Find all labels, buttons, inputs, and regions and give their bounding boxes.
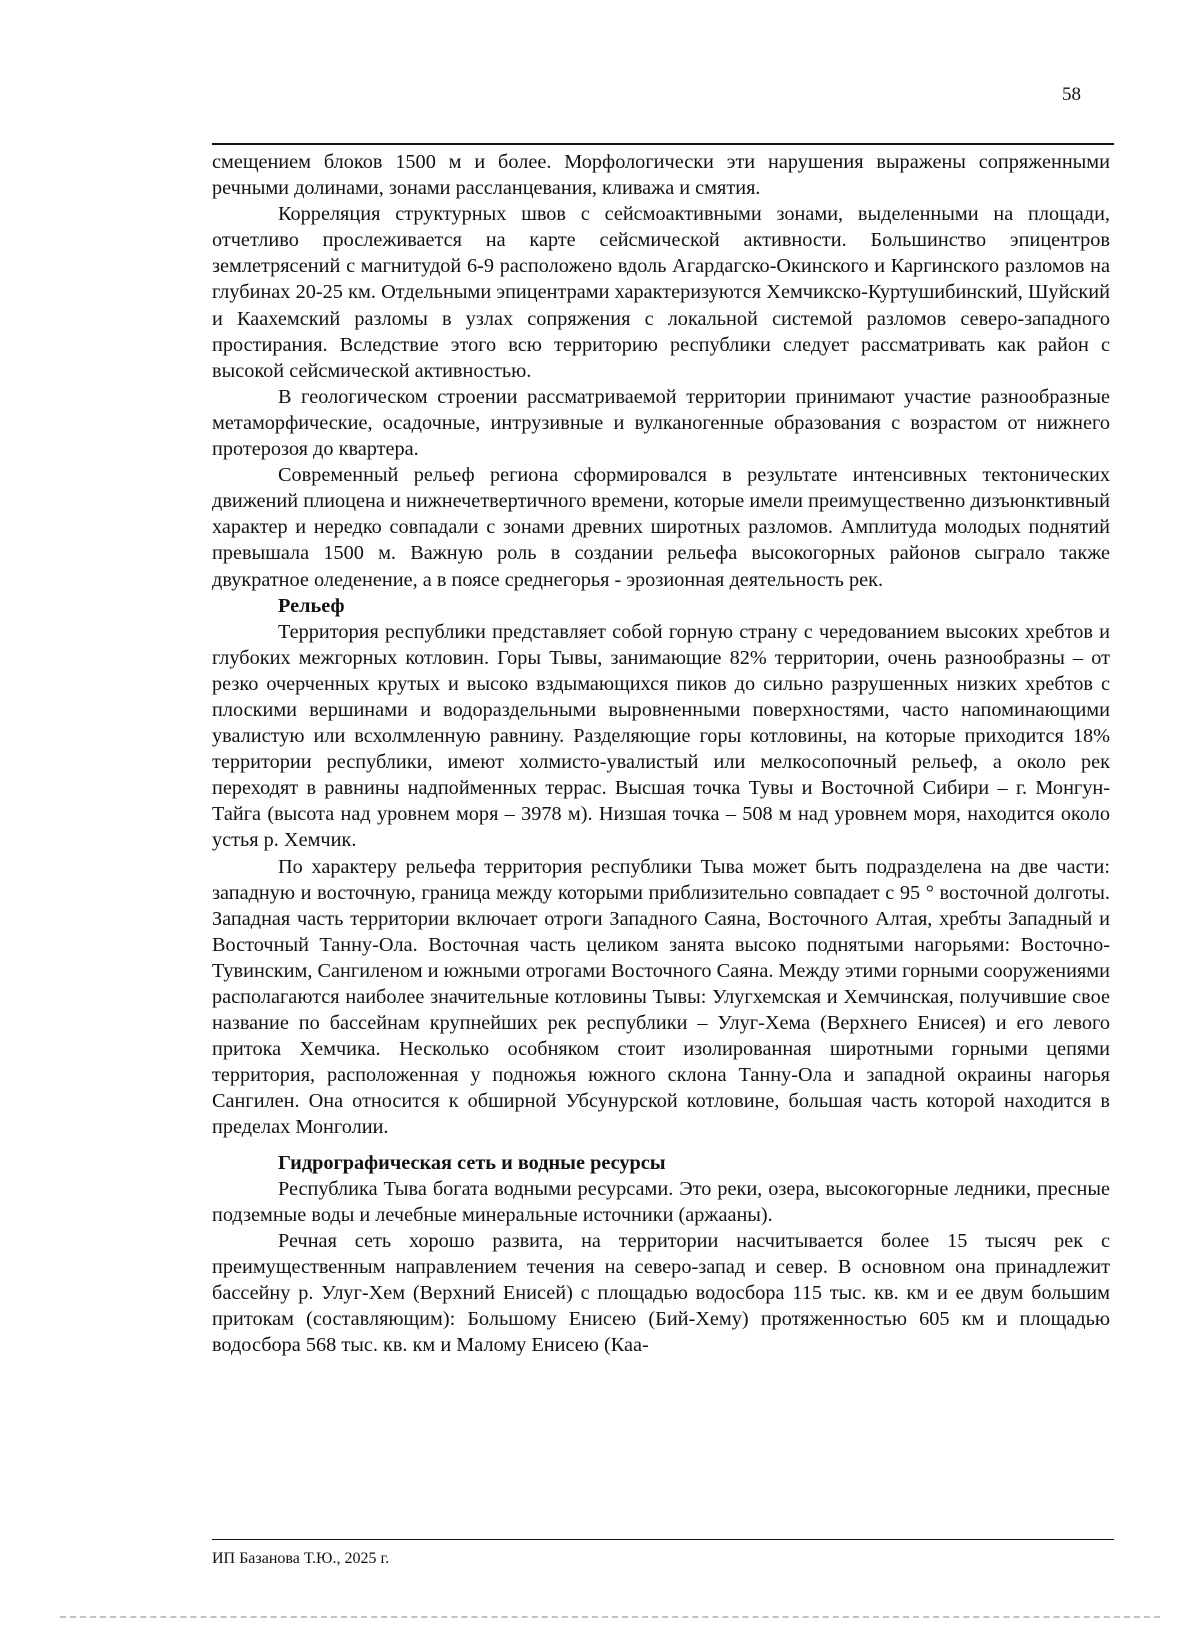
paragraph-relief-division: По характеру рельефа территория республики Тыва может быть подразделена на две части: западную и восточную, граница между которыми приблизительно совпадает с 95 ° восточной долготы. Западная часть территории включает отроги Западного Саяна, Восточного Алтая, хребты Западный и Восточный Танну-Ола. Восточная часть целиком занята высоко поднятыми нагорьями: Восточно-Тувинским, Сангиленом и южными отрогами Восточного Саяна. Между этими горными сооружениями располагаются наиболее значительные котловины Тывы: Улугхемская и Хемчинская, получившие свое название по бассейнам крупнейших рек республики – Улуг-Хема (Верхнего Енисея) и его левого притока Хемчика. Несколько особняком стоит изолированная широтными горными цепями территория, расположенная у подножья южного склона Танну-Ола и западной окраины нагорья Сангилен. Она относится к обширной Убсунурской котловине, большая часть которой находится в пределах Монголии. <box>212 855 1110 1139</box>
paragraph-water-resources: Республика Тыва богата водными ресурсами. Это реки, озера, высокогорные ледники, пресные подземные воды и лечебные минеральные источники (аржааны). <box>212 1177 1110 1226</box>
section-heading-relief: Рельеф <box>278 594 345 617</box>
paragraph-seismic-correlation: Корреляция структурных швов с сейсмоактивными зонами, выделенными на площади, отчетливо прослеживается на карте сейсмической активности. Большинство эпицентров землетрясений с магнитудой 6-9 расположено вдоль Агардагско-Окинского и Каргинского разломов на глубинах 20-25 км. Отдельными эпицентрами характеризуются Хемчикско-Куртушибинский, Шуйский и Каахемский разломы в узлах сопряжения с локальной системой разломов северо-западного простирания. Вследствие этого всю территорию республики следует рассматривать как район с высокой сейсмической активностью. <box>212 203 1110 382</box>
paragraph-river-network: Речная сеть хорошо развита, на территории насчитывается более 15 тысяч рек с преимущественным направлением течения на северо-запад и север. В основном она принадлежит бассейну р. Улуг-Хем (Верхний Енисей) с площадью водосбора 115 тыс. кв. км и ее двум большим притокам (составляющим): Большому Енисею (Бий-Хему) протяженностью 605 км и площадью водосбора 568 тыс. кв. км и Малому Енисею (Каа- <box>212 1229 1110 1357</box>
footer-author: ИП Базанова Т.Ю., 2025 г. <box>212 1550 390 1567</box>
page-number: 58 <box>1062 84 1081 105</box>
document-body <box>212 149 1110 1358</box>
scan-edge-line <box>60 1616 1160 1618</box>
paragraph-geology: В геологическом строении рассматриваемой территории принимают участие разнообразные метаморфические, осадочные, интрузивные и вулканогенные образования с возрастом от нижнего протерозоя до квартера. <box>212 385 1110 461</box>
paragraph-relief-overview: Территория республики представляет собой горную страну с чередованием высоких хребтов и глубоких межгорных котловин. Горы Тывы, занимающие 82% территории, очень разнообразны – от резко очерченных крутых и высоко вздымающихся пиков до сильно разрушенных низких хребтов с плоскими вершинами и водораздельными выровненными поверхностями, часто напоминающими увалистую или всхолмленную равнину. Разделяющие горы котловины, на которые приходится 18% территории республики, имеют холмисто-увалистый или мелкосопочный рельеф, а около рек переходят в равнины надпойменных террас. Высшая точка Тувы и Восточной Сибири – г. Монгун-Тайга (высота над уровнем моря – 3978 м). Низшая точка – 508 м над уровнем моря, находится около устья р. Хемчик. <box>212 620 1110 852</box>
paragraph-modern-relief: Современный рельеф региона сформировался в результате интенсивных тектонических движений плиоцена и нижнечетвертичного времени, которые имели преимущественно дизъюнктивный характер и нередко совпадали с зонами древних широтных разломов. Амплитуда молодых поднятий превышала 1500 м. Важную роль в создании рельефа высокогорных районов сыграло также двукратное оледенение, а в поясе среднегорья - эрозионная деятельность рек. <box>212 464 1110 591</box>
footer-rule <box>212 1539 1114 1540</box>
paragraph-continuation: смещением блоков 1500 м и более. Морфологически эти нарушения выражены сопряженными речными долинами, зонами рассланцевания, кливажа и смятия. <box>212 151 1110 200</box>
header-rule <box>212 143 1114 145</box>
section-heading-hydrography: Гидрографическая сеть и водные ресурсы <box>278 1151 666 1174</box>
